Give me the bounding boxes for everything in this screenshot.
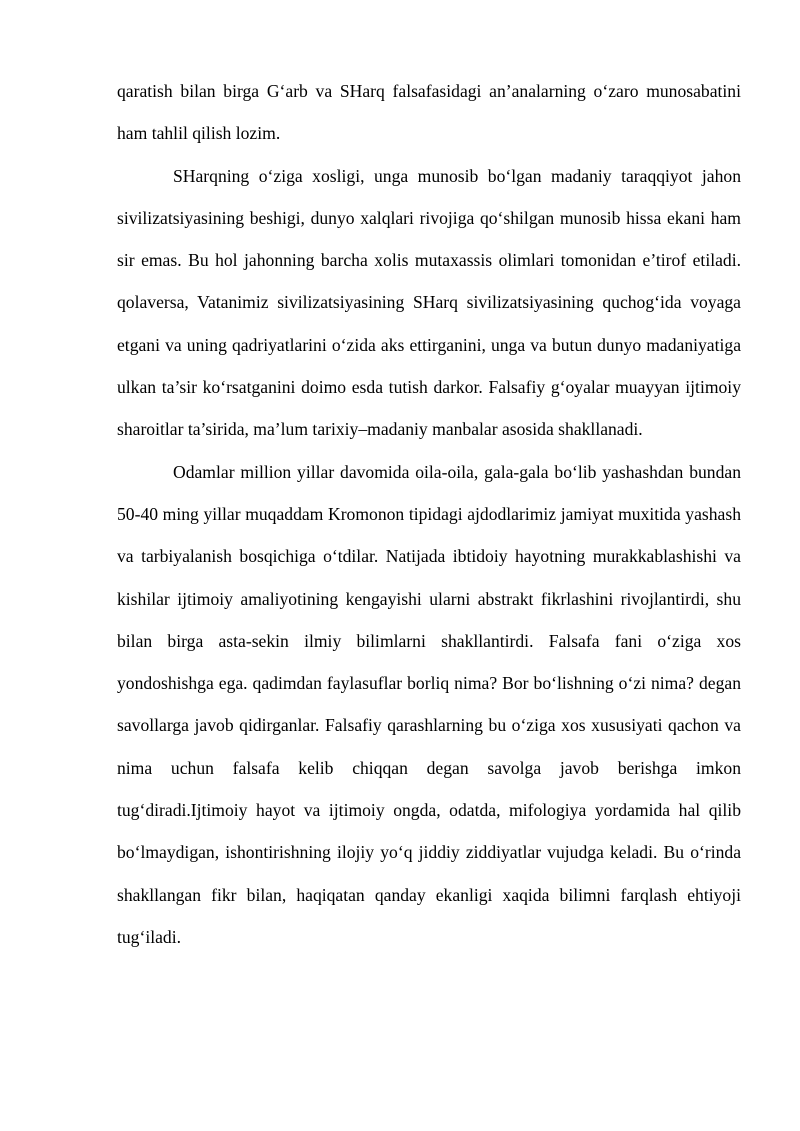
paragraph-3: Odamlar million yillar davomida oila-oila, gala-gala bo‘lib yashashdan bundan 50-40 ming yillar muqaddam Kromonon tipidagi ajdodlarimiz jamiyat muxitida yashash va tarbiyalanish bosqichiga o‘tdilar. Natijada ibtidoiy hayotning murakkablashishi va kishilar ijtimoiy amaliyotining kengayishi ularni abstrakt fikrlashini rivojlantirdi, shu bilan birga asta-sekin ilmiy bilimlarni shakllantirdi. Falsafa fani o‘ziga xos yondoshishga ega. qadimdan faylasuflar borliq nima? Bor bo‘lishning o‘zi nima? degan savollarga javob qidirganlar. Falsafiy qarashlarning bu o‘ziga xos xususiyati qachon va nima uchun falsafa kelib chiqqan degan savolga javob berishga imkon tug‘diradi.Ijtimoiy hayot va ijtimoiy ongda, odatda, mifologiya yordamida hal qilib bo‘lmaydigan, ishontirishning ilojiy yo‘q jiddiy ziddiyatlar vujudga keladi. Bu o‘rinda shakllangan fikr bilan, haqiqatan qanday ekanligi xaqida bilimni farqlash ehtiyoji tug‘iladi. — [117, 461, 741, 947]
document-body — [117, 70, 741, 958]
paragraph-2: SHarqning o‘ziga xosligi, unga munosib bo‘lgan madaniy taraqqiyot jahon sivilizatsiyasining beshigi, dunyo xalqlari rivojiga qo‘shilgan munosib hissa ekani ham sir emas. Bu hol jahonning barcha xolis mutaxassis olimlari tomonidan e’tirof etiladi. qolaversa, Vatanimiz sivilizatsiyasining SHarq sivilizatsiyasining quchog‘ida voyaga etgani va uning qadriyatlarini o‘zida aks ettirganini, unga va butun dunyo madaniyatiga ulkan ta’sir ko‘rsatganini doimo esda tutish darkor. Falsafiy g‘oyalar muayyan ijtimoiy sharoitlar ta’sirida, ma’lum tarixiy–madaniy manbalar asosida shakllanadi. — [117, 165, 741, 440]
paragraph-1: qaratish bilan birga G‘arb va SHarq falsafasidagi an’analarning o‘zaro munosabatini ham tahlil qilish lozim. — [117, 81, 741, 144]
